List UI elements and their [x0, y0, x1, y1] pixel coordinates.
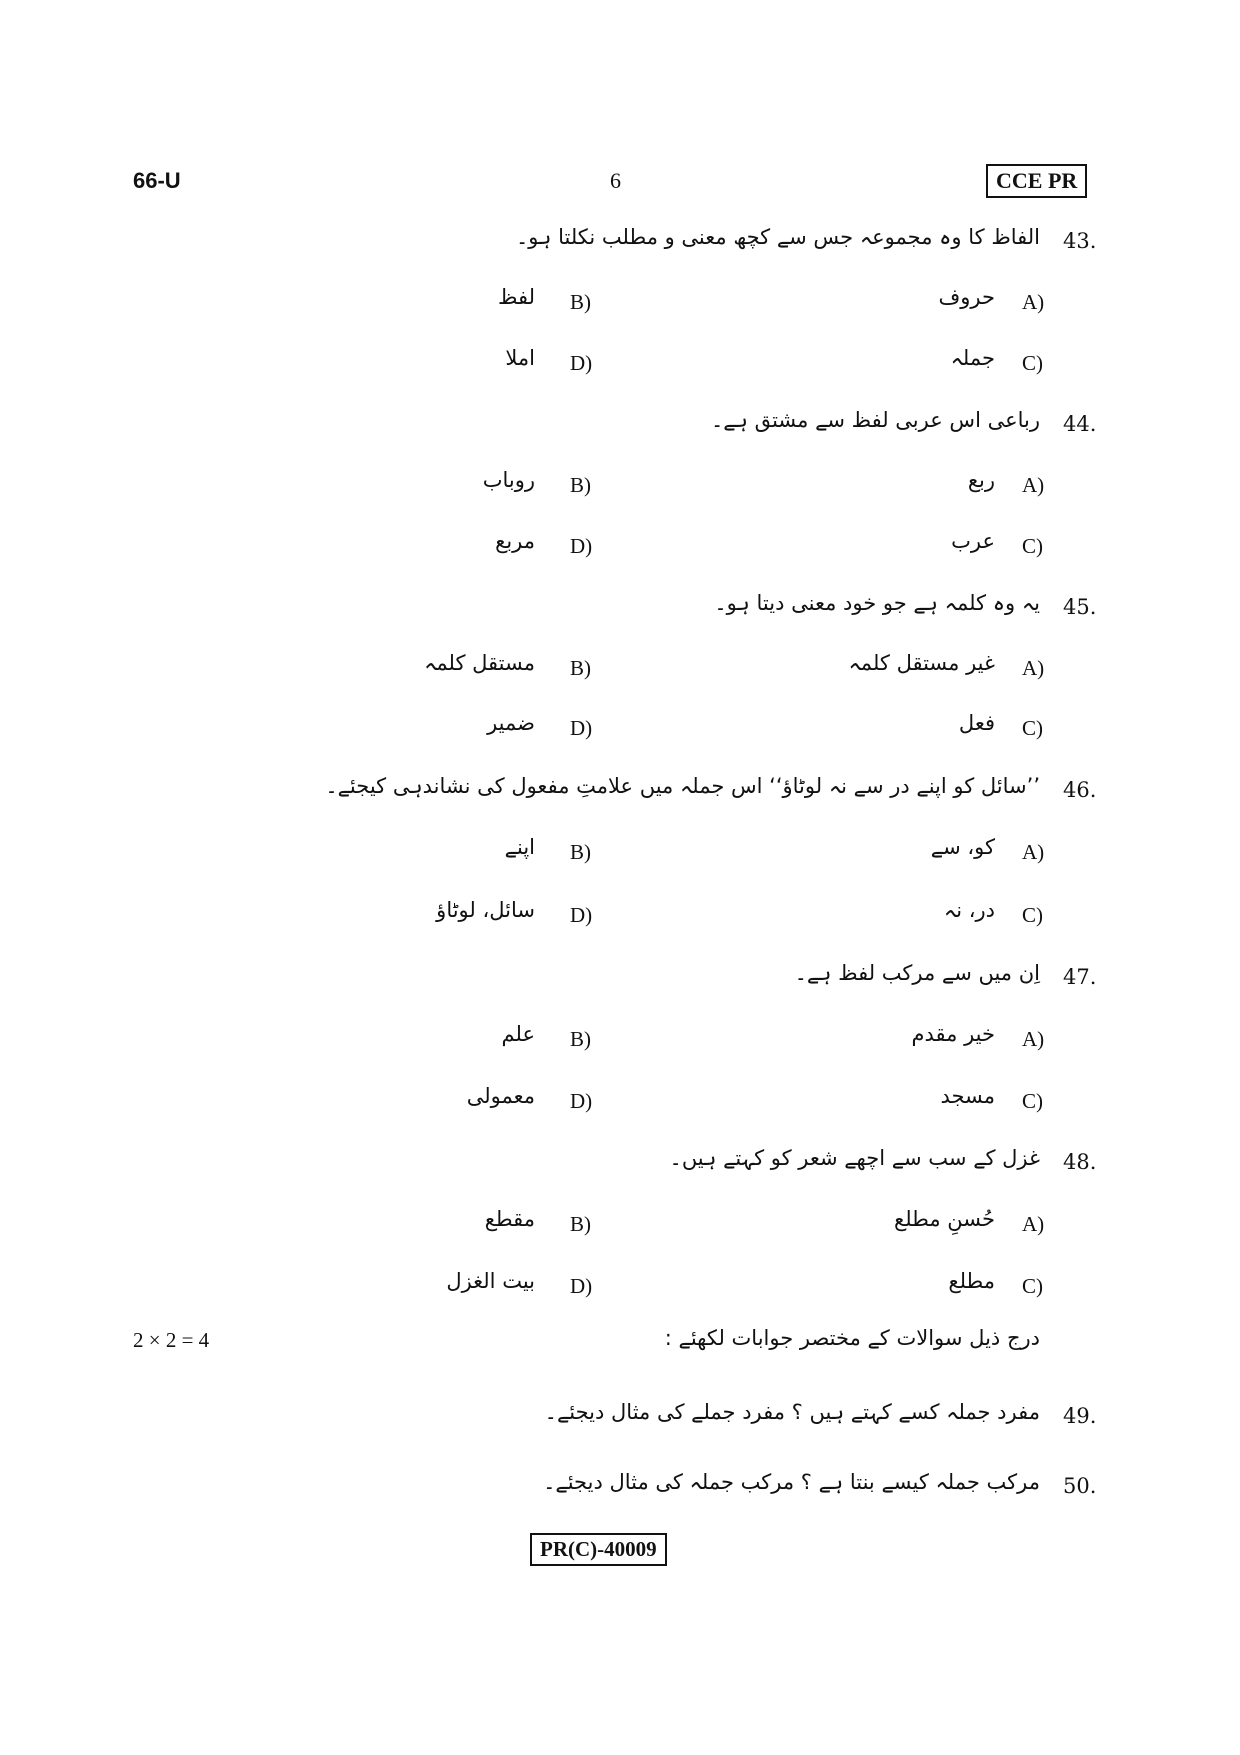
question-number: 47. [1063, 965, 1097, 989]
option-text: بیت الغزل [446, 1269, 535, 1293]
option-text: غیر مستقل کلمہ [848, 651, 995, 675]
question-number: 49. [1063, 1404, 1097, 1428]
option-text: مقطع [484, 1207, 535, 1231]
question-number: 50. [1063, 1474, 1097, 1498]
question-text: رباعی اس عربی لفظ سے مشتق ہے۔ [710, 408, 1040, 432]
option-letter: D) [570, 1274, 593, 1298]
option-letter: C) [1022, 716, 1043, 740]
question-text: یہ وہ کلمہ ہے جو خود معنی دیتا ہو۔ [714, 591, 1040, 615]
option-letter: D) [570, 716, 593, 740]
option-letter: C) [1022, 903, 1043, 927]
option-text: کو، سے [930, 835, 995, 859]
option-letter: A) [1022, 1212, 1045, 1236]
page-number: 6 [610, 168, 621, 193]
option-letter: B) [570, 1212, 591, 1236]
option-text: ربع [967, 468, 995, 492]
section-instruction: درج ذیل سوالات کے مختصر جوابات لکھئے : [664, 1326, 1040, 1350]
option-text: در، نہ [943, 898, 995, 922]
question-text: مرکب جملہ کیسے بنتا ہے ؟ مرکب جملہ کی مثال دیجئے۔ [543, 1470, 1040, 1494]
option-text: جملہ [950, 346, 995, 370]
option-letter: B) [570, 1027, 591, 1051]
option-letter: D) [570, 351, 593, 375]
option-text: فعل [958, 711, 995, 735]
option-text: خیر مقدم [911, 1022, 995, 1046]
question-text: مفرد جملہ کسے کہتے ہیں ؟ مفرد جملے کی مثال دیجئے۔ [544, 1400, 1040, 1424]
option-letter: A) [1022, 656, 1045, 680]
question-number: 45. [1063, 595, 1097, 619]
option-letter: D) [570, 903, 593, 927]
question-text: ’’سائل کو اپنے در سے نہ لوٹاؤ‘‘ اس جملہ میں علامتِ مفعول کی نشاندہی کیجئے۔ [325, 774, 1040, 798]
option-text: علم [501, 1022, 535, 1046]
option-text: مربع [495, 529, 535, 553]
option-letter: C) [1022, 534, 1043, 558]
option-letter: A) [1022, 290, 1045, 314]
section-marks: 2 × 2 = 4 [133, 1328, 210, 1352]
option-text: املا [505, 346, 535, 370]
option-text: مسجد [940, 1084, 995, 1108]
option-text: معمولی [466, 1084, 535, 1108]
option-letter: A) [1022, 473, 1045, 497]
question-number: 43. [1063, 229, 1097, 253]
question-text: اِن میں سے مرکب لفظ ہے۔ [794, 961, 1040, 985]
footer-code: PR(C)-40009 [530, 1533, 667, 1566]
option-letter: C) [1022, 351, 1043, 375]
option-letter: C) [1022, 1274, 1043, 1298]
question-number: 46. [1063, 778, 1097, 802]
option-text: لفظ [498, 285, 535, 309]
option-text: ضمیر [487, 711, 535, 735]
option-text: مطلع [948, 1269, 995, 1293]
question-number: 48. [1063, 1150, 1097, 1174]
option-text: مستقل کلمہ [424, 651, 535, 675]
option-letter: B) [570, 656, 591, 680]
option-letter: B) [570, 290, 591, 314]
question-text: الفاظ کا وہ مجموعہ جس سے کچھ معنی و مطلب نکلتا ہو۔ [515, 225, 1040, 249]
option-text: سائل، لوٹاؤ [436, 898, 535, 922]
paper-code: 66-U [133, 168, 181, 193]
option-letter: B) [570, 473, 591, 497]
option-letter: D) [570, 1089, 593, 1113]
option-letter: A) [1022, 840, 1045, 864]
option-text: حروف [938, 285, 995, 309]
option-text: عرب [951, 529, 995, 553]
question-text: غزل کے سب سے اچھے شعر کو کہتے ہیں۔ [669, 1146, 1040, 1170]
option-text: روباب [482, 468, 535, 492]
option-text: اپنے [504, 835, 535, 859]
option-letter: A) [1022, 1027, 1045, 1051]
option-letter: D) [570, 534, 593, 558]
question-number: 44. [1063, 412, 1097, 436]
option-text: حُسنِ مطلع [894, 1207, 995, 1231]
option-letter: B) [570, 840, 591, 864]
option-letter: C) [1022, 1089, 1043, 1113]
series-badge: CCE PR [986, 164, 1087, 198]
